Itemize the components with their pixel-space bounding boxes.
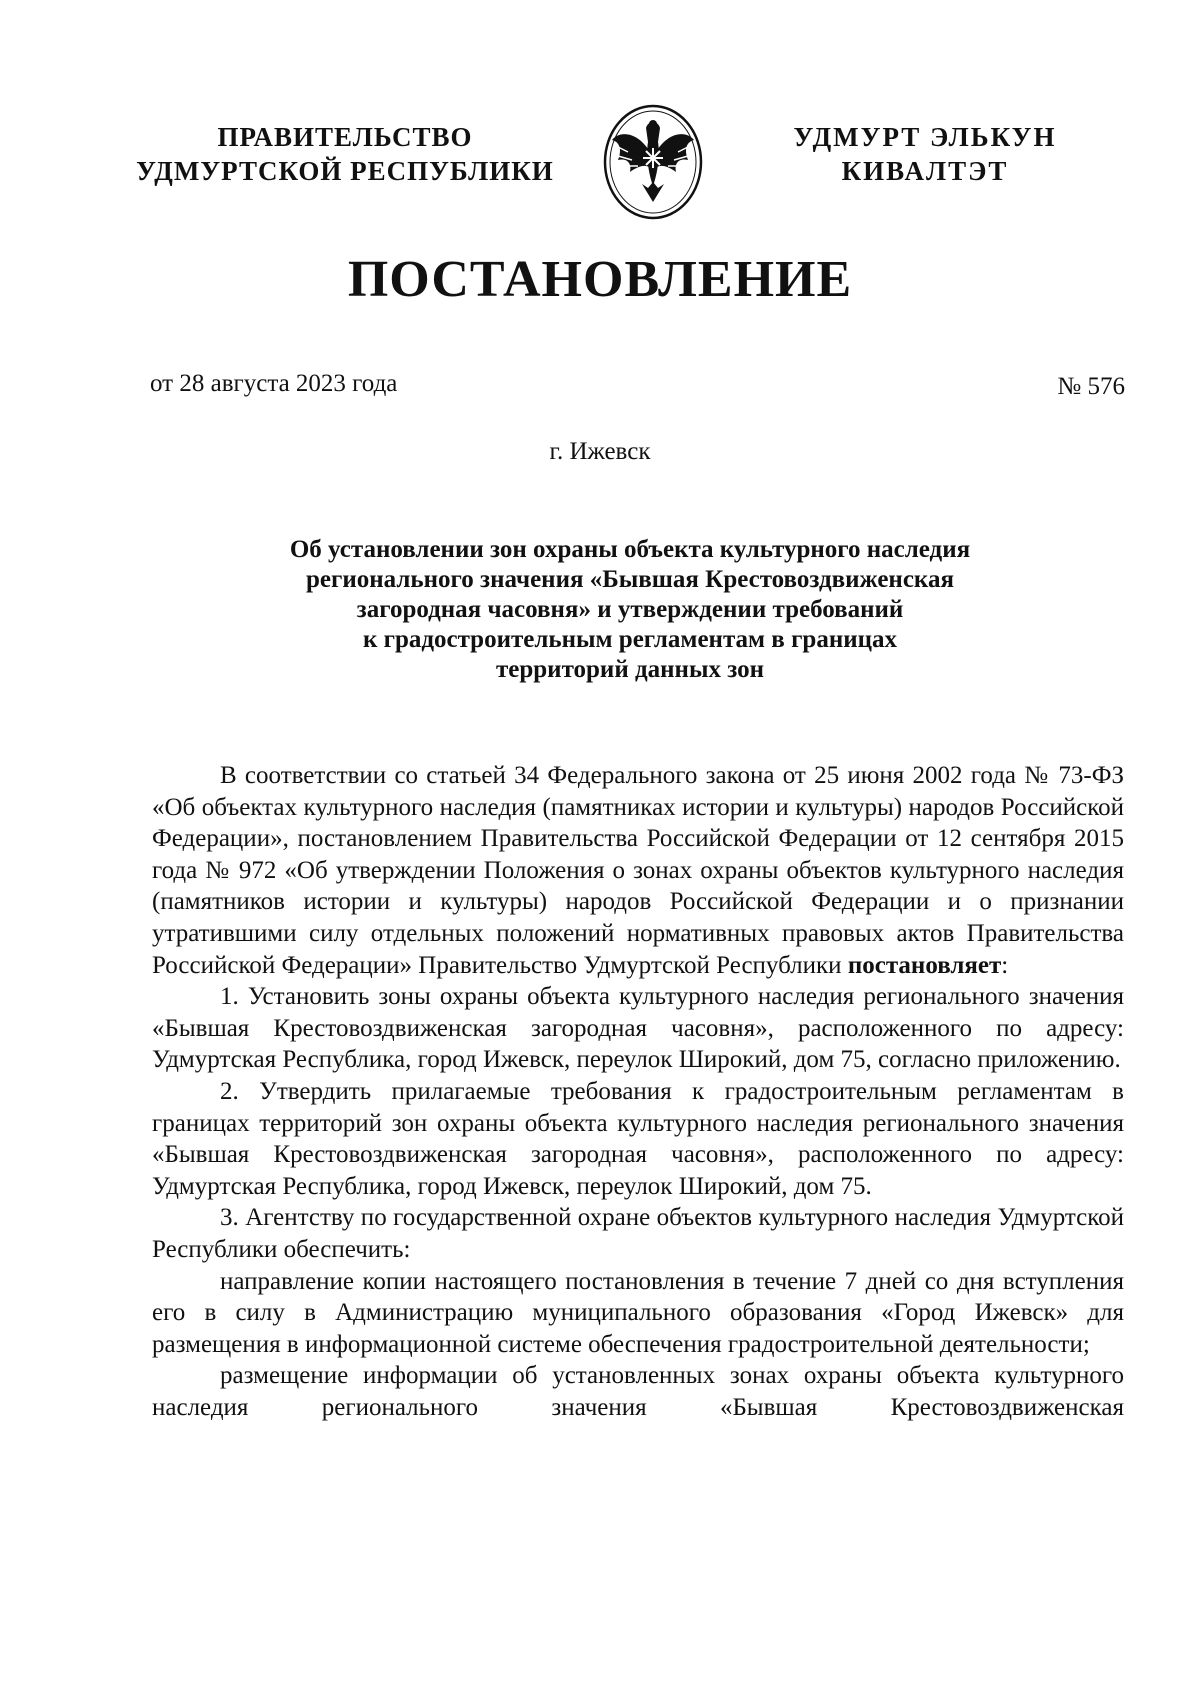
item-3b-paragraph: размещение информации об установленных зонах охраны объекта культурного наследия регионального значения «Бывшая Крестовоздвиженская xyxy=(152,1362,1124,1421)
document-title xyxy=(200,535,1060,685)
document-body xyxy=(152,760,1124,1423)
item-1-paragraph: 1. Установить зоны охраны объекта культурного наследия регионального значения «Бывшая Крестовоздвиженская загородная часовня», расположенного по адресу: Удмуртская Республика, город Ижевск, переулок Широкий, дом 75, согласно приложению. xyxy=(152,983,1124,1074)
issuer-line-2: УДМУРТСКОЙ РЕСПУБЛИКИ xyxy=(136,156,554,186)
issuer-line-1: ПРАВИТЕЛЬСТВО xyxy=(217,122,473,152)
title-line-4: к градостроительным регламентам в границах xyxy=(362,626,898,653)
issuer-name-russian xyxy=(110,120,580,188)
preamble-text: В соответствии со статьей 34 Федерального закона от 25 июня 2002 года № 73-ФЗ «Об объектах культурного наследия (памятниках истории и культуры) народов Российской Федерации», постановлением Правительства Российской Федерации от 12 сентября 2015 года № 972 «Об утверждении Положения о зонах охраны объектов культурного наследия (памятников истории и культуры) народов Российской Федерации и о признании утратившими силу отдельных положений нормативных правовых актов Правительства Российской Федерации» Правительство Удмуртской Республики xyxy=(152,762,1124,979)
title-line-3: загородная часовня» и утверждении требований xyxy=(356,596,904,623)
item-3a-paragraph: направление копии настоящего постановления в течение 7 дней со дня вступления его в силу в Администрацию муниципального образования «Город Ижевск» для размещения в информационной системе обеспечения градостроительной деятельности; xyxy=(152,1267,1124,1358)
issuer-udm-line-1: УДМУРТ ЭЛЬКУН xyxy=(793,122,1057,152)
decree-word: постановляет xyxy=(847,951,1002,979)
decree-colon: : xyxy=(1001,951,1009,979)
item-2-paragraph: 2. Утвердить прилагаемые требования к градостроительным регламентам в границах территорий зон охраны объекта культурного наследия регионального значения «Бывшая Крестовоздвиженская загородная часовня», расположенного по адресу: Удмуртская Республика, город Ижевск, переулок Широкий, дом 75. xyxy=(152,1077,1124,1200)
document-date: от 28 августа 2023 года xyxy=(150,370,398,397)
title-line-2: регионального значения «Бывшая Крестовоздвиженская xyxy=(306,566,954,593)
document-number: № 576 xyxy=(1057,373,1125,400)
document-city: г. Ижевск xyxy=(549,438,651,465)
item-3-paragraph: 3. Агентству по государственной охране объектов культурного наследия Удмуртской Республики обеспечить: xyxy=(152,1204,1124,1263)
issuer-name-udmurt xyxy=(760,120,1090,188)
preamble-paragraph xyxy=(152,760,1124,981)
coat-of-arms-emblem xyxy=(598,102,708,222)
issuer-udm-line-2: КИВАЛТЭТ xyxy=(841,156,1009,186)
title-line-5: территорий данных зон xyxy=(495,656,765,683)
title-line-1: Об установлении зон охраны объекта культурного наследия xyxy=(289,536,971,563)
document-type-heading: ПОСТАНОВЛЕНИЕ xyxy=(347,251,853,308)
